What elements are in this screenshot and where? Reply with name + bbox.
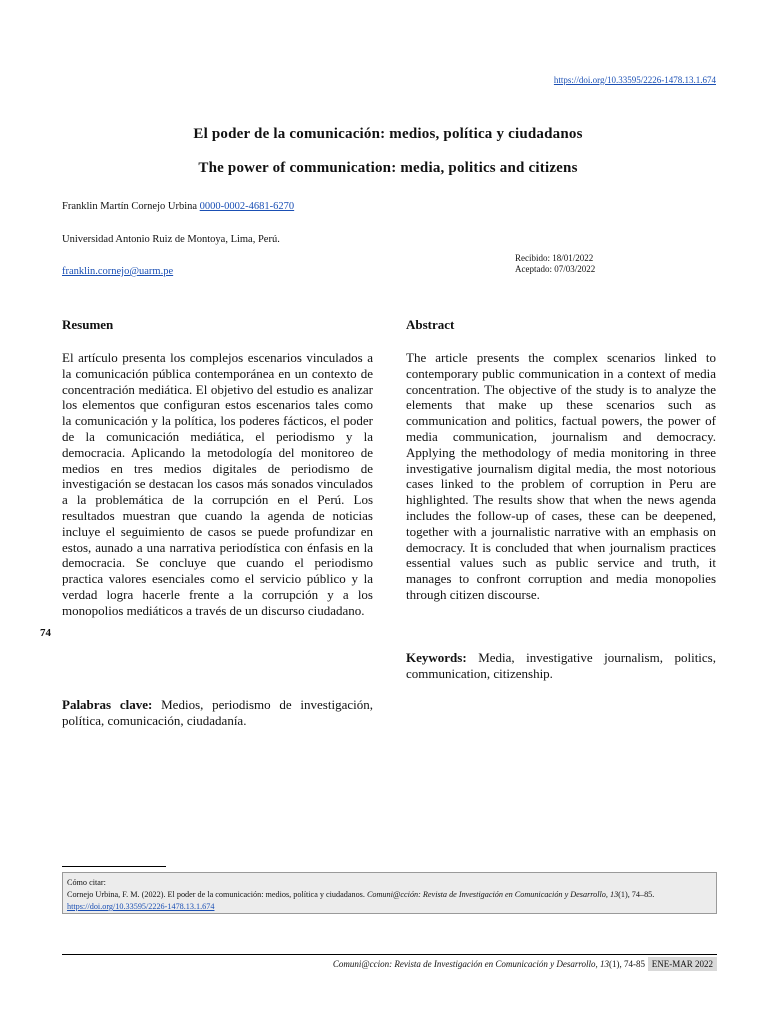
accepted-date: Aceptado: 07/03/2022 [515, 264, 596, 274]
affiliation: Universidad Antonio Ruiz de Montoya, Lima, Perú. [62, 234, 280, 245]
abstract-keywords [406, 650, 716, 682]
email-link[interactable]: franklin.cornejo@uarm.pe [62, 266, 174, 277]
citation-doi-link[interactable]: https://doi.org/10.33595/2226-1478.13.1.674 [67, 902, 215, 911]
dates-block [515, 253, 595, 275]
citation-reference [67, 889, 712, 901]
author-name: Franklin Martín Cornejo Urbina [62, 201, 198, 212]
footer-divider [62, 954, 717, 955]
citation-label: Cómo citar: [67, 878, 106, 887]
abstract-text: The article presents the complex scenarios linked to contemporary public communication in a context of media concentration. The objective of the study is to analyze the elements that make up these scenarios such as communication and politics, factual powers, the power of media communication, journalism and democracy. Applying the methodology of media monitoring in three investigative journalism digital media, the most notorious cases linked to the problem of corruption in Peru are highlighted. The results show that when the news agenda includes the follow-up of cases, these can be deepened, together with a journalistic narrative with an emphasis on democracy. It is concluded that when journalism practices essential values such as public service and truth, it manages to confront corruption and media monopolies through citizen discourse. [406, 350, 716, 602]
footer-journal [333, 958, 645, 970]
crescent-page-marker-icon [0, 605, 60, 669]
resumen-heading: Resumen [62, 317, 114, 332]
title-english: The power of communication: media, politics and citizens [198, 160, 578, 176]
abstract-keywords-label: Keywords: [406, 650, 467, 665]
footer-volume: 13 [600, 959, 609, 969]
author-line [62, 201, 294, 212]
abstract-keywords-value: Media, investigative journalism, politics, communication, citizenship. [406, 650, 716, 681]
received-date: Recibido: 18/01/2022 [515, 253, 594, 263]
resumen-keywords-label: Palabras clave: [62, 697, 153, 712]
footnote-divider [62, 866, 166, 867]
citation-volume: 13 [609, 890, 619, 899]
resumen-keywords [62, 697, 373, 729]
doi-link-top[interactable]: https://doi.org/10.33595/2226-1478.13.1.674 [553, 75, 716, 85]
citation-issue-pages: (1), 74–85. [618, 890, 655, 899]
citation-text: Cornejo Urbina, F. M. (2022). El poder de la comunicación: medios, política y ciudadanos. [67, 890, 365, 899]
resumen-keywords-value: Medios, periodismo de investigación, política, comunicación, ciudadanía. [62, 697, 373, 728]
citation-box [62, 872, 717, 914]
title-spanish: El poder de la comunicación: medios, política y ciudadanos [193, 126, 583, 142]
page-number: 74 [40, 627, 51, 639]
footer-issue-pages: (1), 74-85 [609, 959, 645, 969]
footer-journal-name: Comuni@ccion: Revista de Investigación en Comunicación y Desarrollo, [332, 959, 598, 969]
resumen-text: El artículo presenta los complejos escenarios vinculados a la comunicación pública contemporánea en un contexto de concentración mediática. El objetivo del estudio es analizar los elementos que configuran estos escenarios tales como la comunicación y la política, los poderes fácticos, el poder de la comunicación mediática, el periodismo y la democracia. Aplicando la metodología del monitoreo de medios en tres medios digitales de periodismo de investigación se destacan los casos más sonados vinculados a la problemática de la corrupción en el Perú. Los resultados muestran que cuando la agenda de noticias incluye el seguimiento de casos se puede profundizar en estos, aunado a una narrativa periodística con énfasis en la democracia. Se concluye que cuando el periodismo practica valores esenciales como el servicio público y la verdad logra hacerle frente a la corrupción y a los monopolios mediáticos a través de un discurso ciudadano. [62, 350, 373, 618]
orcid-link[interactable]: 0000-0002-4681-6270 [199, 201, 295, 212]
abstract-heading: Abstract [406, 317, 455, 332]
citation-journal: Comuni@cción: Revista de Investigación en Comunicación y Desarrollo, [366, 890, 608, 899]
footer-date-badge: ENE-MAR 2022 [648, 957, 717, 971]
